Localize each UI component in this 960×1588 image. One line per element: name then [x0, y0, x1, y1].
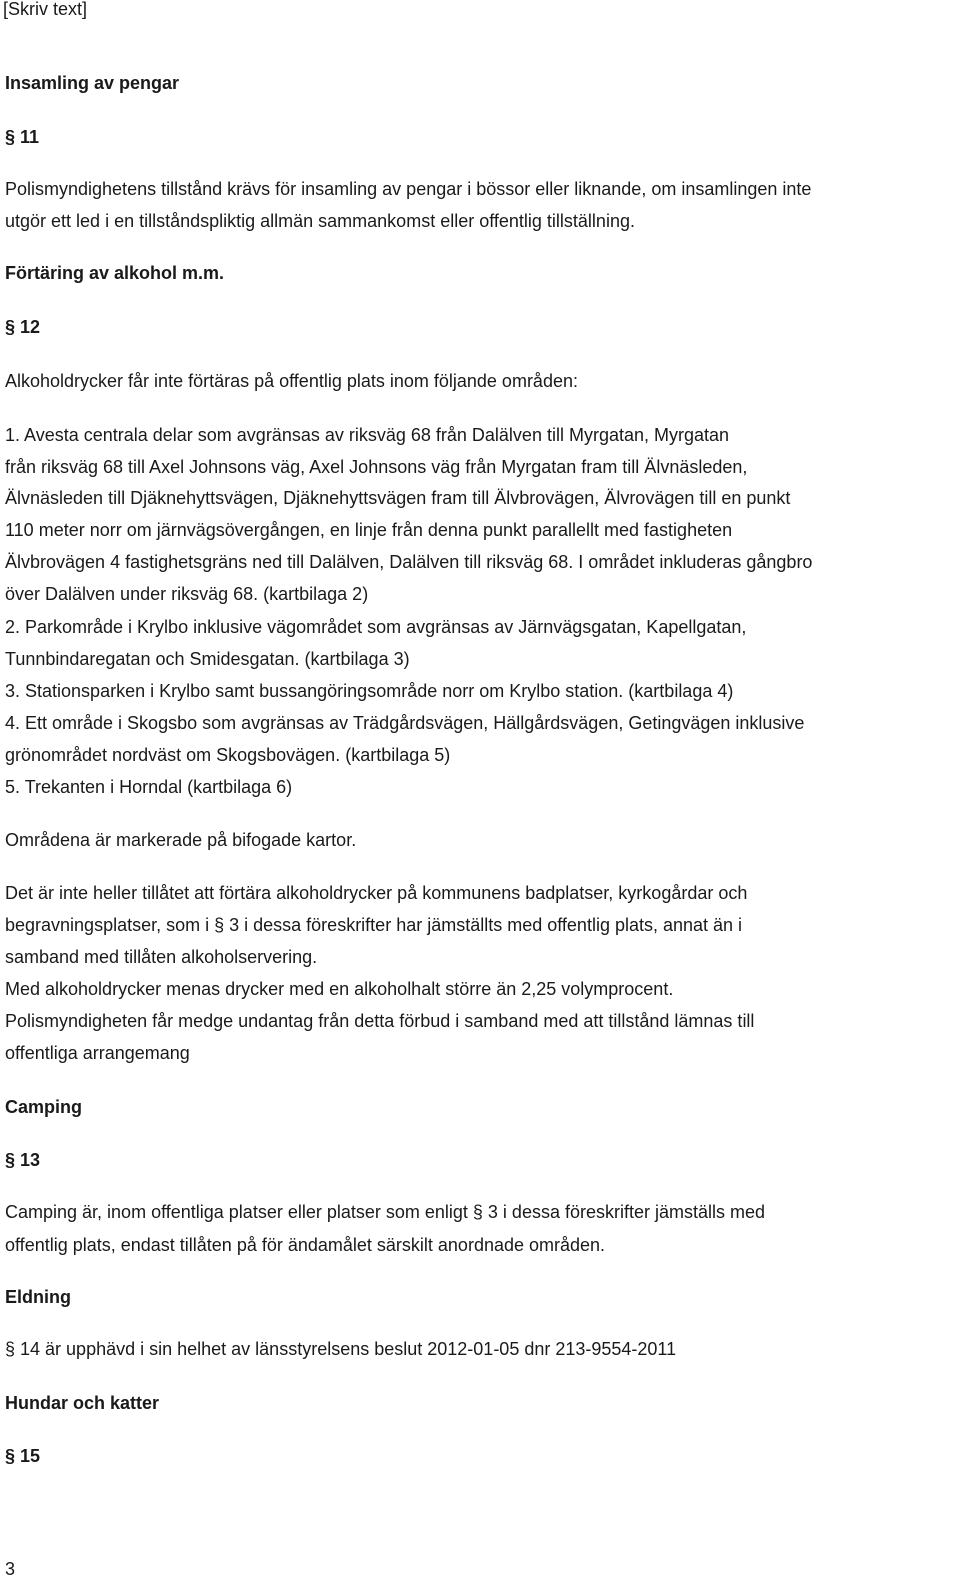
paragraph-sign: § — [5, 1446, 16, 1466]
list-line: Älvbrovägen 4 fastighetsgräns ned till Dalälven, Dalälven till riksväg 68. I området inkluderas gångbro — [5, 552, 813, 572]
text-run: begravningsplatser, som i — [5, 915, 215, 935]
list-line: Tunnbindaregatan och Smidesgatan. (kartbilaga 3) — [5, 649, 410, 669]
body-line — [5, 1201, 765, 1223]
list-line: 5. Trekanten i Horndal (kartbilaga 6) — [5, 777, 293, 797]
page-header: [Skriv text] — [3, 0, 88, 19]
section-heading-fortaring: Förtäring av alkohol m.m. — [5, 263, 225, 283]
body-line: utgör ett led i en tillståndspliktig allmän sammankomst eller offentlig tillställning. — [5, 211, 635, 231]
section-number-12 — [5, 316, 40, 338]
body-line: offentliga arrangemang — [5, 1043, 190, 1063]
paragraph-sign: § — [214, 915, 225, 935]
body-line — [5, 1338, 676, 1360]
list-line: 2. Parkområde i Krylbo inklusive vägområdet som avgränsas av Järnvägsgatan, Kapellgatan, — [5, 617, 747, 637]
list-line: 3. Stationsparken i Krylbo samt bussangöringsområde norr om Krylbo station. (kartbilaga 4) — [5, 681, 734, 701]
text-run: 3 i dessa föreskrifter jämställs med — [482, 1202, 766, 1222]
section-number-15 — [5, 1445, 40, 1467]
section-heading-camping: Camping — [5, 1097, 83, 1117]
list-line: Älvnäsleden till Djäknehyttsvägen, Djäknehyttsvägen fram till Älvbrovägen, Älvrovägen till en punkt — [5, 488, 791, 508]
list-line: 1. Avesta centrala delar som avgränsas av riksväg 68 från Dalälven till Myrgatan, Myrgatan — [5, 425, 730, 445]
list-line: 110 meter norr om järnvägsövergången, en linje från denna punkt parallellt med fastigheten — [5, 520, 733, 540]
paragraph-sign: § — [5, 1339, 16, 1359]
list-line: 4. Ett område i Skogsbo som avgränsas av Trädgårdsvägen, Hällgårdsvägen, Getingvägen inklusive — [5, 713, 805, 733]
section-num: 15 — [20, 1446, 41, 1466]
section-heading-hundar: Hundar och katter — [5, 1393, 160, 1413]
intro-line: Alkoholdrycker får inte förtäras på offentlig plats inom följande områden: — [5, 371, 578, 391]
body-line: offentlig plats, endast tillåten på för ändamålet särskilt anordnade områden. — [5, 1235, 606, 1255]
body-line: Med alkoholdrycker menas drycker med en alkoholhalt större än 2,25 volymprocent. — [5, 979, 674, 999]
section-num: 11 — [20, 127, 40, 147]
paragraph-sign: § — [5, 317, 16, 337]
page-number: 3 — [5, 1559, 16, 1579]
list-line: över Dalälven under riksväg 68. (kartbilaga 2) — [5, 584, 369, 604]
list-line: från riksväg 68 till Axel Johnsons väg, Axel Johnsons väg från Myrgatan fram till Älvnäsleden, — [5, 457, 748, 477]
body-line: Polismyndighetens tillstånd krävs för insamling av pengar i bössor eller liknande, om insamlingen inte — [5, 179, 812, 199]
paragraph-sign: § — [472, 1202, 483, 1222]
paragraph-sign: § — [5, 1150, 16, 1170]
body-line — [5, 914, 742, 936]
body-line: Det är inte heller tillåtet att förtära alkoholdrycker på kommunens badplatser, kyrkogårdar och — [5, 883, 748, 903]
list-line: grönområdet nordväst om Skogsbovägen. (kartbilaga 5) — [5, 745, 451, 765]
section-heading-insamling: Insamling av pengar — [5, 73, 180, 93]
section-num: 12 — [20, 317, 41, 337]
text-run: Camping är, inom offentliga platser eller platser som enligt — [5, 1202, 473, 1222]
section-number-13 — [5, 1149, 40, 1171]
paragraph-sign: § — [5, 127, 16, 147]
body-line: samband med tillåten alkoholservering. — [5, 947, 318, 967]
body-line: Polismyndigheten får medge undantag från detta förbud i samband med att tillstånd lämnas till — [5, 1011, 755, 1031]
section-heading-eldning: Eldning — [5, 1287, 71, 1307]
marked-note: Områdena är markerade på bifogade kartor. — [5, 830, 357, 850]
text-run: 14 är upphävd i sin helhet av länsstyrelsens beslut 2012-01-05 dnr 213-9554-2011 — [15, 1339, 677, 1359]
text-run: 3 i dessa föreskrifter har jämställts med offentlig plats, annat än i — [224, 915, 743, 935]
section-num: 13 — [20, 1150, 41, 1170]
section-number-11 — [5, 126, 39, 148]
